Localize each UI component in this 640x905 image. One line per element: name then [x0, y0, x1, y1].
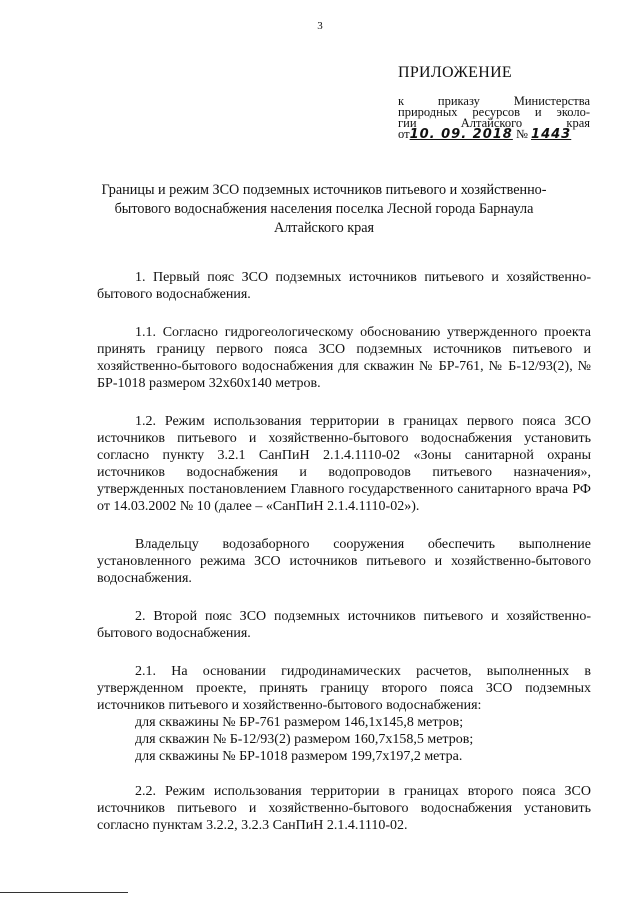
footer-divider: [0, 892, 128, 893]
appendix-line: гии Алтайского края: [398, 116, 590, 130]
handwritten-number: 1443: [531, 127, 572, 142]
appendix-block: [398, 96, 590, 140]
paragraph-1-1: 1.1. Согласно гидрогеологическому обоснованию утвержденного проекта принять границу первого пояса ЗСО подземных источников питьевого и хозяйственно-бытового водоснабжения для скважин № БР-761, № Б-12/93(2), № БР-1018 размером 32х60х140 метров.: [97, 325, 591, 391]
date-prefix: от: [398, 127, 410, 141]
paragraph-1-2: 1.2. Режим использования территории в границах первого пояса ЗСО источников питьевого и хозяйственно-бытового водоснабжения установить согласно пункту 3.2.1 СанПиН 2.1.4.1110-02 «Зоны санитарной охраны источников водоснабжения и водопроводов питьевого назначения», утвержденных постановлением Главного государственного санитарного врача РФ от 14.03.2002 № 10 (далее – «СанПиН 2.1.4.1110-02»).: [97, 414, 591, 514]
number-prefix: №: [515, 127, 528, 141]
paragraph-1: 1. Первый пояс ЗСО подземных источников питьевого и хозяйственно-бытового водоснабжения.: [97, 270, 591, 302]
paragraph-2-1: 2.1. На основании гидродинамических расчетов, выполненных в утвержденном проекте, принять границу второго пояса ЗСО подземных источников питьевого и хозяйственно-бытового водоснабжения:: [97, 664, 591, 713]
list-item: для скважин № Б-12/93(2) размером 160,7х158,5 метров;: [135, 732, 474, 747]
paragraph-2-2: 2.2. Режим использования территории в границах второго пояса ЗСО источников питьевого и хозяйственно-бытового водоснабжения установить согласно пунктам 3.2.2, 3.2.3 СанПиН 2.1.4.1110-02.: [97, 784, 591, 833]
page-number: 3: [317, 20, 323, 32]
appendix-date-line: [398, 129, 590, 140]
paragraph-2: 2. Второй пояс ЗСО подземных источников питьевого и хозяйственно-бытового водоснабжения.: [97, 609, 591, 641]
list-item: для скважины № БР-761 размером 146,1х145,8 метров;: [135, 715, 464, 730]
appendix-line: к приказу Министерства: [398, 94, 590, 108]
appendix-title: ПРИЛОЖЕНИЕ: [398, 64, 513, 81]
appendix-line: природных ресурсов и эколо-: [398, 105, 590, 119]
list-item: для скважины № БР-1018 размером 199,7х197,2 метра.: [135, 749, 463, 764]
document-title: Границы и режим ЗСО подземных источников питьевого и хозяйственно-бытового водоснабжения населения поселка Лесной города Барнаула Алтайского края: [101, 182, 547, 236]
document-body: [97, 269, 591, 834]
paragraph-owner: Владельцу водозаборного сооружения обеспечить выполнение установленного режима ЗСО источников питьевого и хозяйственно-бытового водоснабжения.: [97, 537, 591, 586]
handwritten-date: 10. 09. 2018: [409, 127, 513, 142]
